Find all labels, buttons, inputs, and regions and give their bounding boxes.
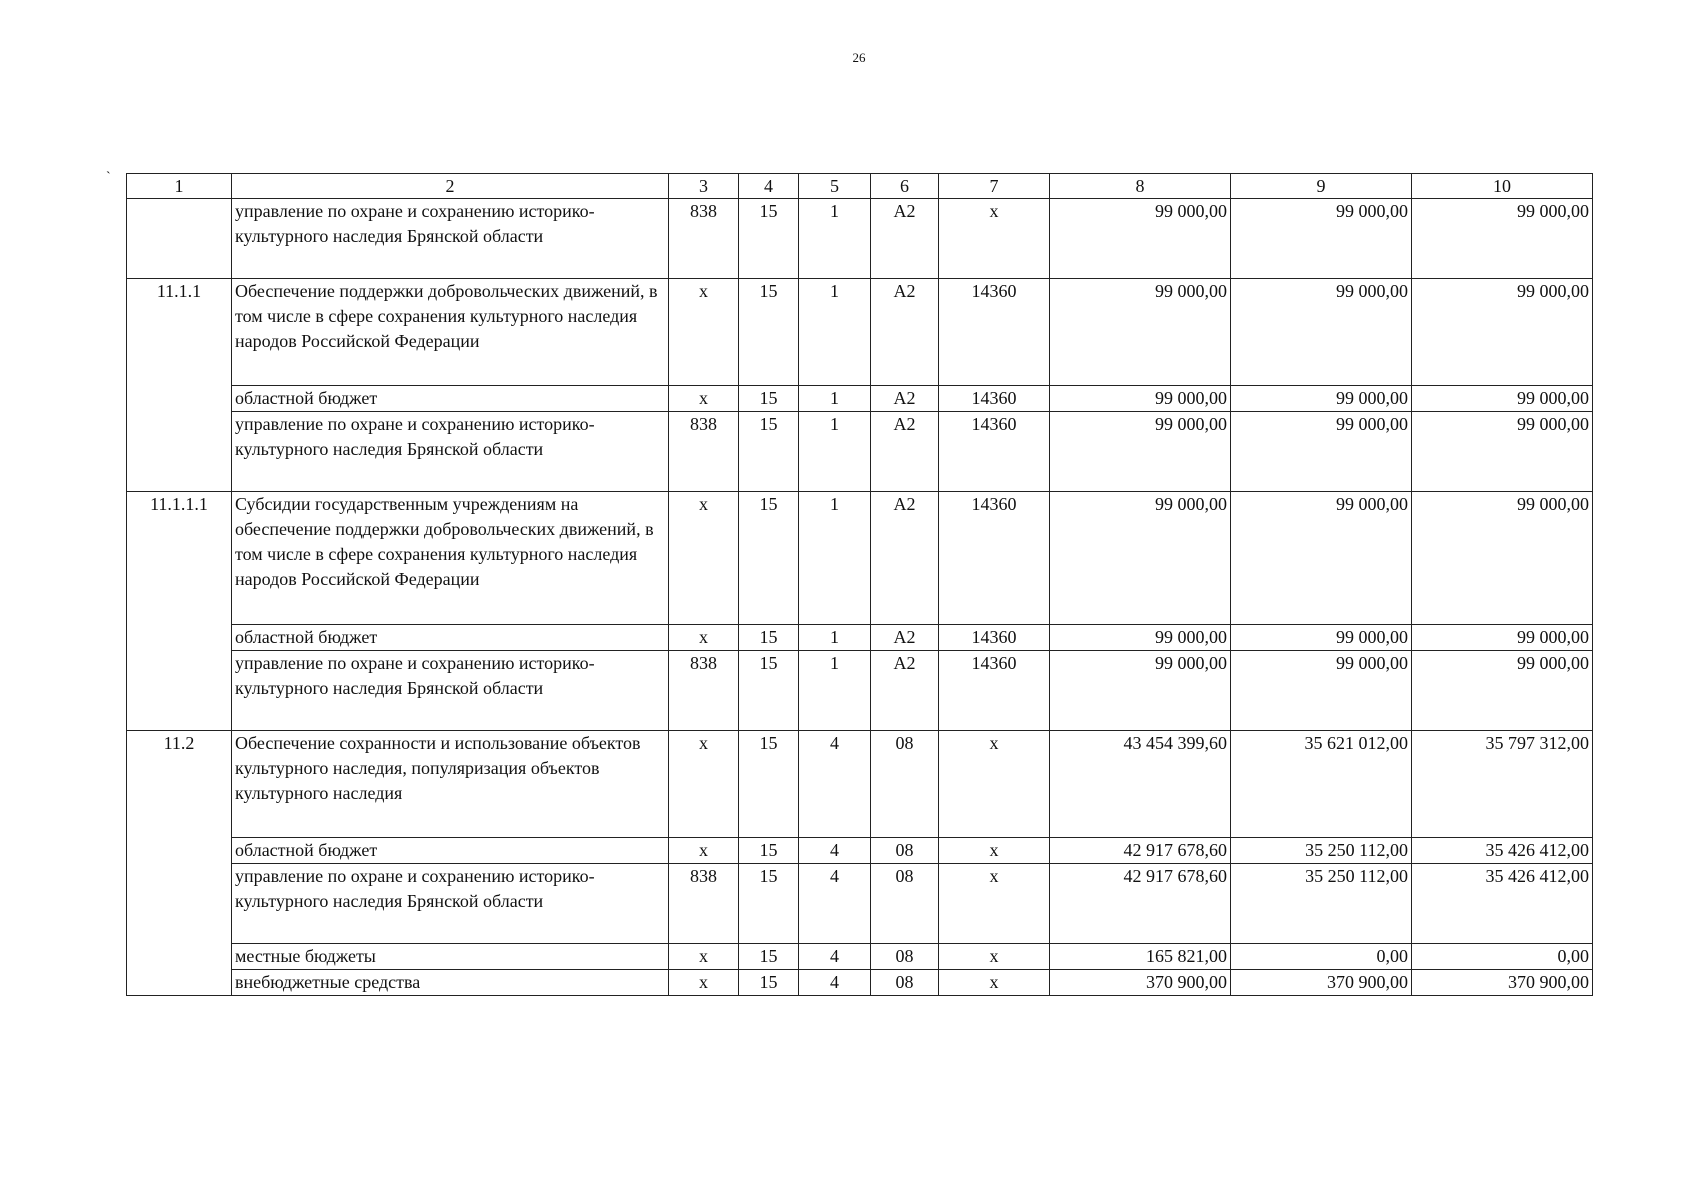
row-number-cell: 11.1.1 xyxy=(127,279,232,492)
table-row xyxy=(127,199,1593,279)
col7-cell: х xyxy=(939,731,1050,838)
row-number-cell: 11.2 xyxy=(127,731,232,996)
col8-cell: 99 000,00 xyxy=(1050,279,1231,386)
table-row xyxy=(127,864,1593,944)
col10-cell: 99 000,00 xyxy=(1412,625,1593,651)
header-cell: 8 xyxy=(1050,174,1231,199)
col5-cell: 4 xyxy=(799,731,871,838)
col9-cell: 99 000,00 xyxy=(1231,386,1412,412)
col9-cell: 99 000,00 xyxy=(1231,651,1412,731)
col9-cell: 370 900,00 xyxy=(1231,970,1412,996)
table-row xyxy=(127,625,1593,651)
table-header-row xyxy=(127,174,1593,199)
col7-cell: х xyxy=(939,864,1050,944)
row-name-cell: управление по охране и сохранению историко-культурного наследия Брянской области xyxy=(232,199,669,279)
row-name-cell: областной бюджет xyxy=(232,838,669,864)
col4-cell: 15 xyxy=(739,386,799,412)
col5-cell: 1 xyxy=(799,199,871,279)
col3-cell: 838 xyxy=(669,864,739,944)
col10-cell: 35 797 312,00 xyxy=(1412,731,1593,838)
col3-cell: х xyxy=(669,838,739,864)
col3-cell: х xyxy=(669,970,739,996)
col4-cell: 15 xyxy=(739,279,799,386)
col9-cell: 99 000,00 xyxy=(1231,199,1412,279)
col6-cell: 08 xyxy=(871,731,939,838)
col4-cell: 15 xyxy=(739,864,799,944)
col8-cell: 165 821,00 xyxy=(1050,944,1231,970)
table-row xyxy=(127,731,1593,838)
table-row xyxy=(127,944,1593,970)
col3-cell: 838 xyxy=(669,651,739,731)
col6-cell: А2 xyxy=(871,279,939,386)
col4-cell: 15 xyxy=(739,731,799,838)
col4-cell: 15 xyxy=(739,625,799,651)
col7-cell: 14360 xyxy=(939,412,1050,492)
row-number-cell: 11.1.1.1 xyxy=(127,492,232,731)
col5-cell: 4 xyxy=(799,864,871,944)
col6-cell: 08 xyxy=(871,864,939,944)
row-name-cell: управление по охране и сохранению историко-культурного наследия Брянской области xyxy=(232,864,669,944)
col6-cell: А2 xyxy=(871,386,939,412)
col7-cell: х xyxy=(939,944,1050,970)
col6-cell: 08 xyxy=(871,838,939,864)
col7-cell: х xyxy=(939,199,1050,279)
table-row xyxy=(127,970,1593,996)
col6-cell: 08 xyxy=(871,944,939,970)
row-name-cell: Обеспечение поддержки добровольческих движений, в том числе в сфере сохранения культурного наследия народов Российской Федерации xyxy=(232,279,669,386)
col4-cell: 15 xyxy=(739,651,799,731)
header-cell: 5 xyxy=(799,174,871,199)
col3-cell: х xyxy=(669,625,739,651)
header-cell: 2 xyxy=(232,174,669,199)
col5-cell: 1 xyxy=(799,492,871,625)
col8-cell: 99 000,00 xyxy=(1050,412,1231,492)
row-name-cell: Субсидии государственным учреждениям на обеспечение поддержки добровольческих движений, в том числе в сфере сохранения культурного наследия народов Российской Федерации xyxy=(232,492,669,625)
budget-table xyxy=(126,173,1593,996)
col8-cell: 43 454 399,60 xyxy=(1050,731,1231,838)
col7-cell: 14360 xyxy=(939,279,1050,386)
col10-cell: 370 900,00 xyxy=(1412,970,1593,996)
table-row xyxy=(127,279,1593,386)
col5-cell: 1 xyxy=(799,412,871,492)
col6-cell: А2 xyxy=(871,412,939,492)
row-name-cell: управление по охране и сохранению историко-культурного наследия Брянской области xyxy=(232,412,669,492)
row-name-cell: областной бюджет xyxy=(232,625,669,651)
row-name-cell: управление по охране и сохранению историко-культурного наследия Брянской области xyxy=(232,651,669,731)
col5-cell: 1 xyxy=(799,279,871,386)
col9-cell: 35 250 112,00 xyxy=(1231,838,1412,864)
col9-cell: 99 000,00 xyxy=(1231,625,1412,651)
table-row xyxy=(127,412,1593,492)
row-name-cell: областной бюджет xyxy=(232,386,669,412)
col10-cell: 99 000,00 xyxy=(1412,412,1593,492)
col10-cell: 0,00 xyxy=(1412,944,1593,970)
col5-cell: 4 xyxy=(799,944,871,970)
table-row xyxy=(127,651,1593,731)
col10-cell: 99 000,00 xyxy=(1412,492,1593,625)
col9-cell: 35 621 012,00 xyxy=(1231,731,1412,838)
col3-cell: х xyxy=(669,492,739,625)
col9-cell: 35 250 112,00 xyxy=(1231,864,1412,944)
col4-cell: 15 xyxy=(739,199,799,279)
col10-cell: 35 426 412,00 xyxy=(1412,838,1593,864)
col3-cell: х xyxy=(669,731,739,838)
header-cell: 6 xyxy=(871,174,939,199)
col8-cell: 42 917 678,60 xyxy=(1050,864,1231,944)
col7-cell: 14360 xyxy=(939,651,1050,731)
col5-cell: 1 xyxy=(799,386,871,412)
header-cell: 9 xyxy=(1231,174,1412,199)
col7-cell: х xyxy=(939,970,1050,996)
col3-cell: х xyxy=(669,279,739,386)
col5-cell: 4 xyxy=(799,970,871,996)
table-row xyxy=(127,838,1593,864)
row-number-cell xyxy=(127,199,232,279)
scan-mark: ` xyxy=(106,170,111,185)
col8-cell: 99 000,00 xyxy=(1050,199,1231,279)
col10-cell: 35 426 412,00 xyxy=(1412,864,1593,944)
row-name-cell: внебюджетные средства xyxy=(232,970,669,996)
row-name-cell: Обеспечение сохранности и использование объектов культурного наследия, популяризация объектов культурного наследия xyxy=(232,731,669,838)
col8-cell: 99 000,00 xyxy=(1050,386,1231,412)
col8-cell: 370 900,00 xyxy=(1050,970,1231,996)
col10-cell: 99 000,00 xyxy=(1412,386,1593,412)
col8-cell: 42 917 678,60 xyxy=(1050,838,1231,864)
col4-cell: 15 xyxy=(739,838,799,864)
col7-cell: 14360 xyxy=(939,492,1050,625)
col10-cell: 99 000,00 xyxy=(1412,651,1593,731)
col5-cell: 1 xyxy=(799,651,871,731)
col6-cell: А2 xyxy=(871,199,939,279)
col3-cell: 838 xyxy=(669,412,739,492)
col3-cell: 838 xyxy=(669,199,739,279)
col8-cell: 99 000,00 xyxy=(1050,492,1231,625)
col3-cell: х xyxy=(669,944,739,970)
col7-cell: 14360 xyxy=(939,625,1050,651)
col4-cell: 15 xyxy=(739,944,799,970)
row-name-cell: местные бюджеты xyxy=(232,944,669,970)
header-cell: 1 xyxy=(127,174,232,199)
col9-cell: 99 000,00 xyxy=(1231,279,1412,386)
col8-cell: 99 000,00 xyxy=(1050,651,1231,731)
col9-cell: 99 000,00 xyxy=(1231,412,1412,492)
table-row xyxy=(127,492,1593,625)
col9-cell: 0,00 xyxy=(1231,944,1412,970)
col7-cell: 14360 xyxy=(939,386,1050,412)
col7-cell: х xyxy=(939,838,1050,864)
col6-cell: А2 xyxy=(871,651,939,731)
header-cell: 4 xyxy=(739,174,799,199)
col10-cell: 99 000,00 xyxy=(1412,279,1593,386)
col4-cell: 15 xyxy=(739,492,799,625)
col8-cell: 99 000,00 xyxy=(1050,625,1231,651)
col6-cell: А2 xyxy=(871,492,939,625)
col5-cell: 4 xyxy=(799,838,871,864)
table-row xyxy=(127,386,1593,412)
header-cell: 7 xyxy=(939,174,1050,199)
col5-cell: 1 xyxy=(799,625,871,651)
col10-cell: 99 000,00 xyxy=(1412,199,1593,279)
col4-cell: 15 xyxy=(739,970,799,996)
header-cell: 10 xyxy=(1412,174,1593,199)
col6-cell: 08 xyxy=(871,970,939,996)
header-cell: 3 xyxy=(669,174,739,199)
col6-cell: А2 xyxy=(871,625,939,651)
col9-cell: 99 000,00 xyxy=(1231,492,1412,625)
col4-cell: 15 xyxy=(739,412,799,492)
col3-cell: х xyxy=(669,386,739,412)
page-number: 26 xyxy=(852,50,866,65)
